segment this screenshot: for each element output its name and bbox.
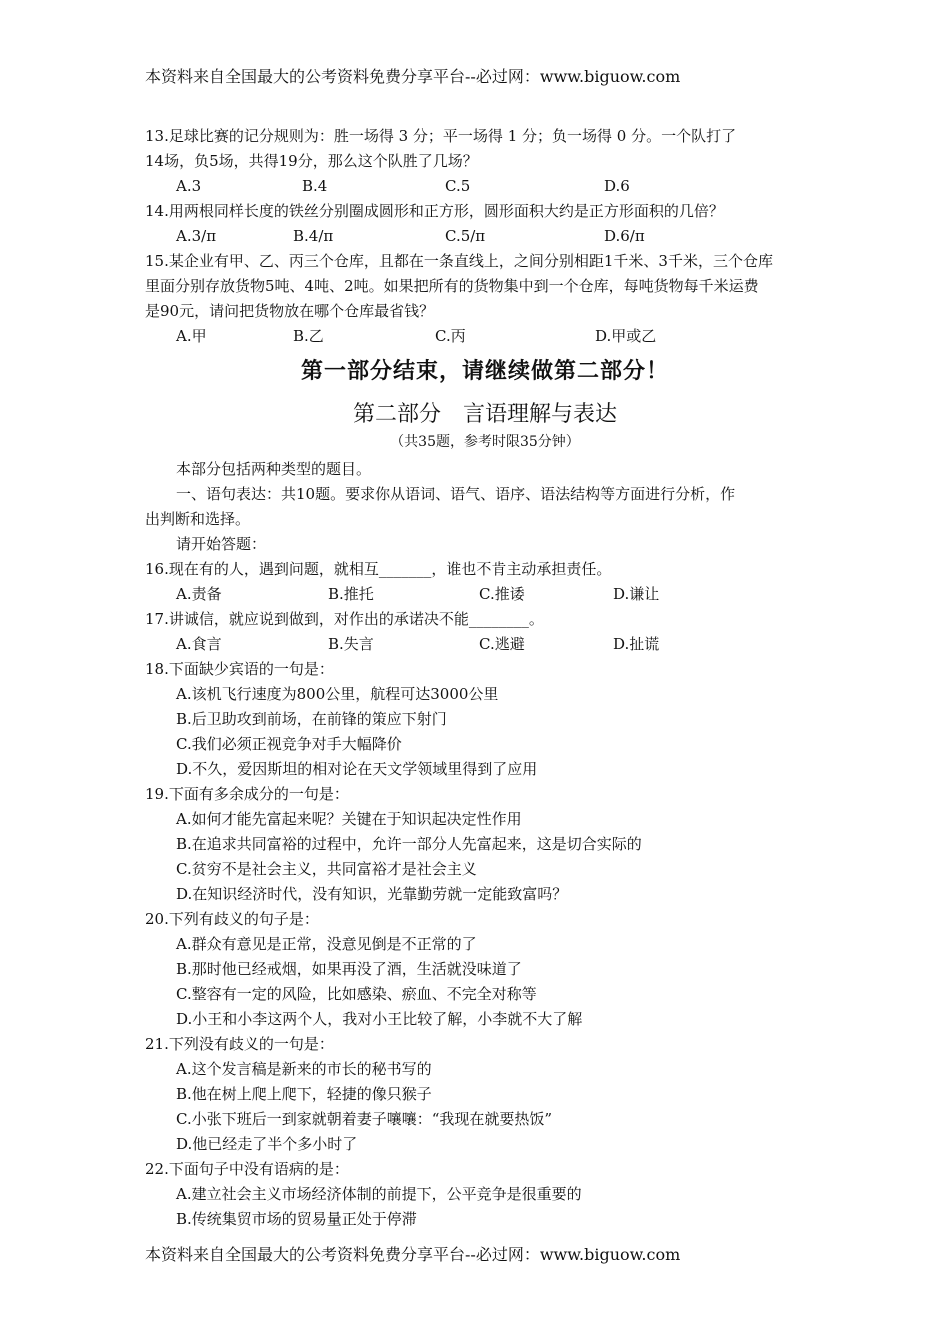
question-text: 13.足球比赛的记分规则为：胜一场得 3 分；平一场得 1 分；负一场得 0 分。一个队打了 — [145, 127, 737, 145]
option-b: B.失言 — [328, 635, 374, 653]
page-header: 本资料来自全国最大的公考资料免费分享平台--必过网：www.biguow.com — [145, 67, 681, 86]
part2-title: 第二部分 言语理解与表达 — [352, 402, 617, 427]
option-d: D.不久，爱因斯坦的相对论在天文学领域里得到了应用 — [176, 760, 538, 778]
option-c: C.5 — [445, 177, 471, 195]
part1-end-banner: 第一部分结束，请继续做第二部分！ — [300, 358, 669, 384]
question-text: 是90元，请问把货物放在哪个仓库最省钱？ — [145, 302, 435, 320]
question-20 — [145, 907, 825, 1032]
start-prompt: 请开始答题： — [176, 535, 267, 553]
option-a: A.群众有意见是正常，没意见倒是不正常的了 — [176, 935, 477, 953]
section1-instructions: 一、语句表达：共10题。要求你从语词、语气、语序、语法结构等方面进行分析，作 — [176, 485, 736, 503]
question-text: 20.下列有歧义的句子是： — [145, 910, 319, 928]
option-c: C.丙 — [435, 327, 466, 345]
question-13 — [145, 124, 825, 199]
question-text: 14场，负5场，共得19分，那么这个队胜了几场？ — [145, 152, 478, 170]
option-a: A.该机飞行速度为800公里，航程可达3000公里 — [176, 685, 499, 703]
option-c: C.小张下班后一到家就朝着妻子嚷嚷：“我现在就要热饭” — [176, 1110, 553, 1128]
option-a: A.甲 — [176, 327, 207, 345]
option-d: D.甲或乙 — [595, 327, 657, 345]
document-body — [145, 124, 825, 1232]
option-a: A.建立社会主义市场经济体制的前提下，公平竞争是很重要的 — [176, 1185, 582, 1203]
option-d: D.在知识经济时代，没有知识，光靠勤劳就一定能致富吗？ — [176, 885, 568, 903]
option-d: D.小王和小李这两个人，我对小王比较了解，小李就不大了解 — [176, 1010, 583, 1028]
option-c: C.我们必须正视竞争对手大幅降价 — [176, 735, 402, 753]
question-text: 14.用两根同样长度的铁丝分别圈成圆形和正方形，圆形面积大约是正方形面积的几倍？ — [145, 202, 724, 220]
question-text: 里面分别存放货物5吨、4吨、2吨。如果把所有的货物集中到一个仓库，每吨货物每千米运费 — [145, 277, 759, 295]
question-text: 22.下面句子中没有语病的是： — [145, 1160, 349, 1178]
option-b: B.那时他已经戒烟，如果再没了酒，生活就没味道了 — [176, 960, 522, 978]
question-19 — [145, 782, 825, 907]
option-c: C.逃避 — [479, 635, 525, 653]
options-row — [145, 582, 825, 607]
question-text: 17.讲诚信，就应说到做到，对作出的承诺决不能________。 — [145, 610, 544, 628]
question-text: 21.下列没有歧义的一句是： — [145, 1035, 334, 1053]
option-b: B.传统集贸市场的贸易量正处于停滞 — [176, 1210, 417, 1228]
option-a: A.这个发言稿是新来的市长的秘书写的 — [176, 1060, 432, 1078]
option-b: B.在追求共同富裕的过程中，允许一部分人先富起来，这是切合实际的 — [176, 835, 642, 853]
option-d: D.6/π — [604, 227, 645, 245]
option-a: A.3 — [176, 177, 202, 195]
option-c: C.贫穷不是社会主义，共同富裕才是社会主义 — [176, 860, 477, 878]
option-b: B.乙 — [293, 327, 324, 345]
option-c: C.整容有一定的风险，比如感染、瘀血、不完全对称等 — [176, 985, 537, 1003]
option-b: B.4/π — [293, 227, 334, 245]
option-a: A.3/π — [176, 227, 217, 245]
option-a: A.如何才能先富起来呢？关键在于知识起决定性作用 — [176, 810, 522, 828]
page-footer: 本资料来自全国最大的公考资料免费分享平台--必过网：www.biguow.com — [145, 1245, 681, 1264]
options-row — [145, 174, 825, 199]
question-text: 15.某企业有甲、乙、丙三个仓库，且都在一条直线上，之间分别相距1千米、3千米，三个仓库 — [145, 252, 773, 270]
question-22 — [145, 1157, 825, 1232]
option-b: B.他在树上爬上爬下，轻捷的像只猴子 — [176, 1085, 432, 1103]
options-row — [145, 224, 825, 249]
question-text: 19.下面有多余成分的一句是： — [145, 785, 349, 803]
question-16 — [145, 557, 825, 607]
option-d: D.他已经走了半个多小时了 — [176, 1135, 358, 1153]
question-18 — [145, 657, 825, 782]
question-15 — [145, 249, 825, 349]
question-21 — [145, 1032, 825, 1157]
question-text: 18.下面缺少宾语的一句是： — [145, 660, 334, 678]
question-14 — [145, 199, 825, 249]
options-row — [145, 632, 825, 657]
option-c: C.推诿 — [479, 585, 525, 603]
option-b: B.4 — [302, 177, 328, 195]
option-b: B.后卫助攻到前场，在前锋的策应下射门 — [176, 710, 447, 728]
option-b: B.推托 — [328, 585, 374, 603]
question-17 — [145, 607, 825, 657]
section1-instructions-cont: 出判断和选择。 — [145, 510, 251, 528]
options-row — [145, 324, 825, 349]
option-d: D.谦让 — [613, 585, 660, 603]
option-d: D.6 — [604, 177, 630, 195]
option-a: A.责备 — [176, 585, 222, 603]
question-text: 16.现在有的人，遇到问题，就相互_______，谁也不肯主动承担责任。 — [145, 560, 612, 578]
option-c: C.5/π — [445, 227, 486, 245]
part2-intro: 本部分包括两种类型的题目。 — [176, 460, 372, 478]
option-d: D.扯谎 — [613, 635, 660, 653]
option-a: A.食言 — [176, 635, 222, 653]
part2-subtitle: （共35题，参考时限35分钟） — [390, 434, 580, 450]
